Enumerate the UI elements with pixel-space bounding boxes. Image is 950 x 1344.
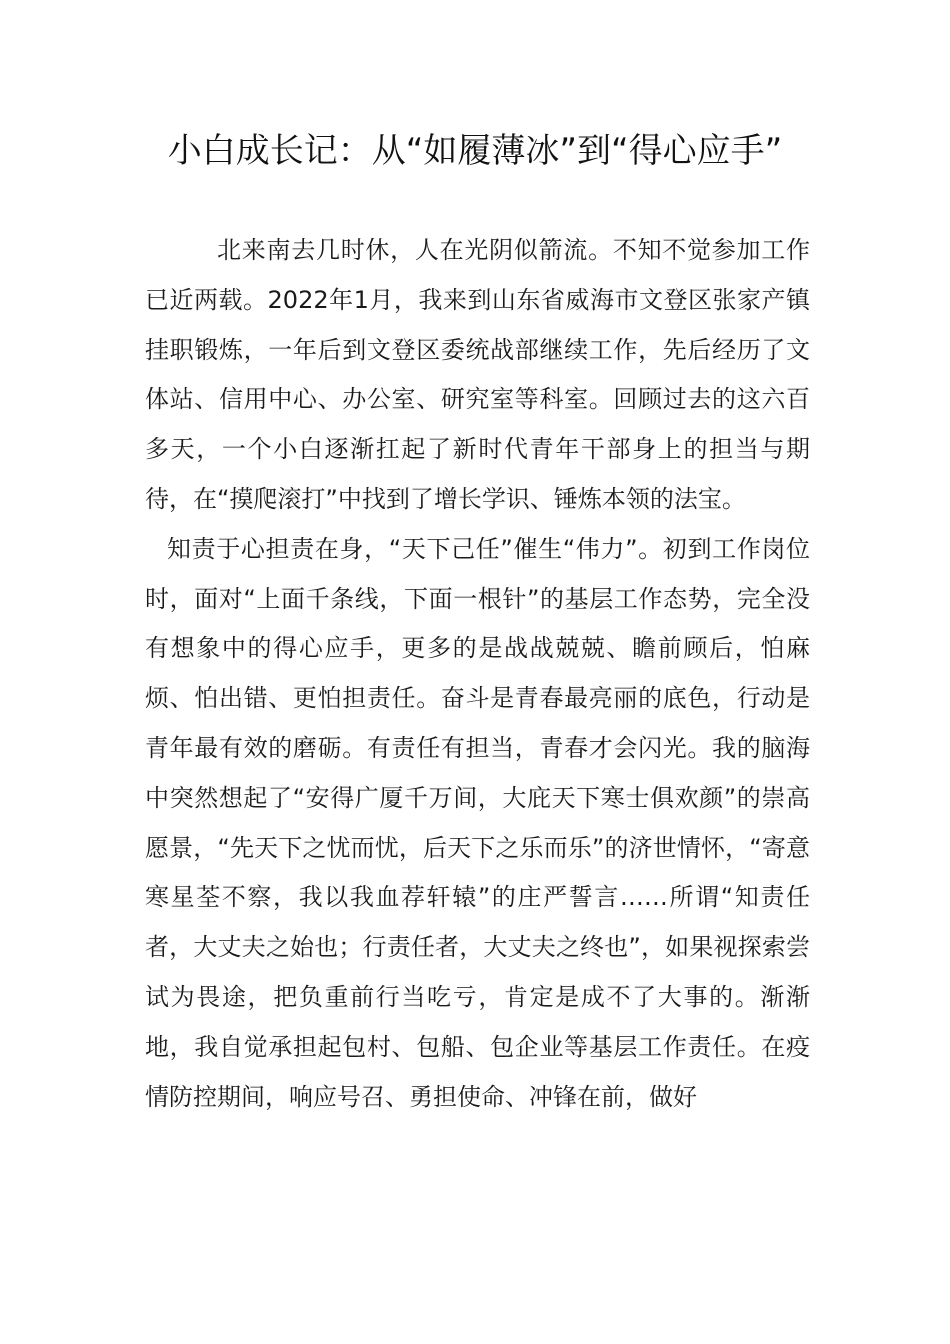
paragraph-1: 北来南去几时休，人在光阴似箭流。不知不觉参加工作已近两载。2022年1月，我来到山东省威海市文登区张家产镇挂职锻炼，一年后到文登区委统战部继续工作，先后经历了文体站、信用中心、办公室、研究室等科室。回顾过去的这六百多天，一个小白逐渐扛起了新时代青年干部身上的担当与期待，在“摸爬滚打”中找到了增长学识、锤炼本领的法宝。 <box>145 236 810 513</box>
paragraph-2: 知责于心担责在身，“天下己任”催生“伟力”。初到工作岗位时，面对“上面千条线，下面一根针”的基层工作态势，完全没有想象中的得心应手，更多的是战战兢兢、瞻前顾后，怕麻烦、怕出错、更怕担责任。奋斗是青春最亮丽的底色，行动是青年最有效的磨砺。有责任有担当，青春才会闪光。我的脑海中突然想起了“安得广厦千万间，大庇天下寒士俱欢颜”的崇高愿景，“先天下之忧而忧，后天下之乐而乐”的济世情怀，“寄意寒星荃不察，我以我血荐轩辕”的庄严誓言……所谓“知责任者，大丈夫之始也；行责任者，大丈夫之终也”，如果视探索尝试为畏途，把负重前行当吃亏，肯定是成不了大事的。渐渐地，我自觉承担起包村、包船、包企业等基层工作责任。在疫情防控期间，响应号召、勇担使命、冲锋在前，做好 <box>145 534 810 1111</box>
document-title: 小白成长记：从“如履薄冰”到“得心应手” <box>167 131 783 171</box>
document-body <box>145 226 810 1122</box>
